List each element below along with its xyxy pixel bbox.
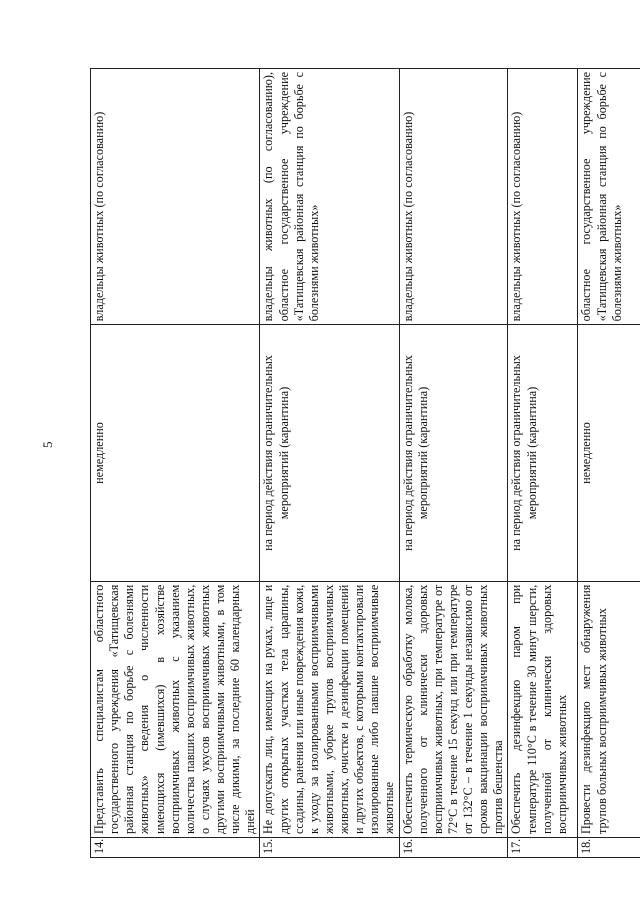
term-text: на период действия ограничительных мероприятий (карантина)	[399, 325, 508, 581]
table-row	[508, 69, 578, 858]
term-text: немедленно	[578, 325, 640, 581]
responsible-text: областное государственное учреждение «Татищевская районная станция по борьбе с болезнями животных»	[578, 69, 640, 325]
measure-text: Провести дезинфекцию мест обнаружения трупов больных восприимчивых животных	[578, 581, 640, 837]
term-text: на период действия ограничительных мероприятий (карантина)	[508, 325, 578, 581]
row-number: 14.	[91, 838, 260, 858]
row-number: 15.	[260, 838, 399, 858]
responsible-text: владельцы животных (по согласованию)	[508, 69, 578, 325]
measure-text: Обеспечить дезинфекцию паром при температуре 110°C в течение 30 минут шерсти, полученной от клинически здоровых восприимчивых животных	[508, 581, 578, 837]
row-number: 18.	[578, 838, 640, 858]
measure-text: Обеспечить термическую обработку молока, полученного от клинически здоровых восприимчивых животных, при температуре от 72°C в течение 15 секунд или при температуре от 132°C – в течение 1 секунды независимо от сроков вакцинации восприимчивых животных против бешенства	[399, 581, 508, 837]
table-row	[578, 69, 640, 858]
row-number: 16.	[399, 838, 508, 858]
table-row	[91, 69, 260, 858]
responsible-text: владельцы животных (по согласованию)	[399, 69, 508, 325]
responsible-text: владельцы животных (по согласованию), областное государственное учреждение «Татищевская районная станция по борьбе с болезнями животных»	[260, 69, 399, 325]
term-text: немедленно	[91, 325, 260, 581]
page-number: 5	[40, 441, 55, 448]
measures-table	[90, 68, 640, 858]
measure-text: Не допускать лиц, имеющих на руках, лице и других открытых участках тела царапины, ссадины, ранения или иные повреждения кожи, к уходу за изолированными восприимчивыми животными, уборке трупов восприимчивых животных, очистке и дезинфекции помещений и других объектов, с которыми контактировали изолированные либо павшие восприимчивые животные	[260, 581, 399, 837]
row-number: 17.	[508, 838, 578, 858]
rotated-table-container	[90, 68, 624, 858]
measure-text: Представить специалистам областного государственного учреждения «Татищевская районная станция по борьбе с болезнями животных» сведения о численности имеющихся (имевшихся) в хозяйстве восприимчивых животных с указанием количества павших восприимчивых животных, о случаях укусов восприимчивых животных другими восприимчивыми животными, в том числе дикими, за последние 60 календарных дней	[91, 581, 260, 837]
term-text: на период действия ограничительных мероприятий (карантина)	[260, 325, 399, 581]
table-row	[399, 69, 508, 858]
responsible-text: владельцы животных (по согласованию)	[91, 69, 260, 325]
table-row	[260, 69, 399, 858]
